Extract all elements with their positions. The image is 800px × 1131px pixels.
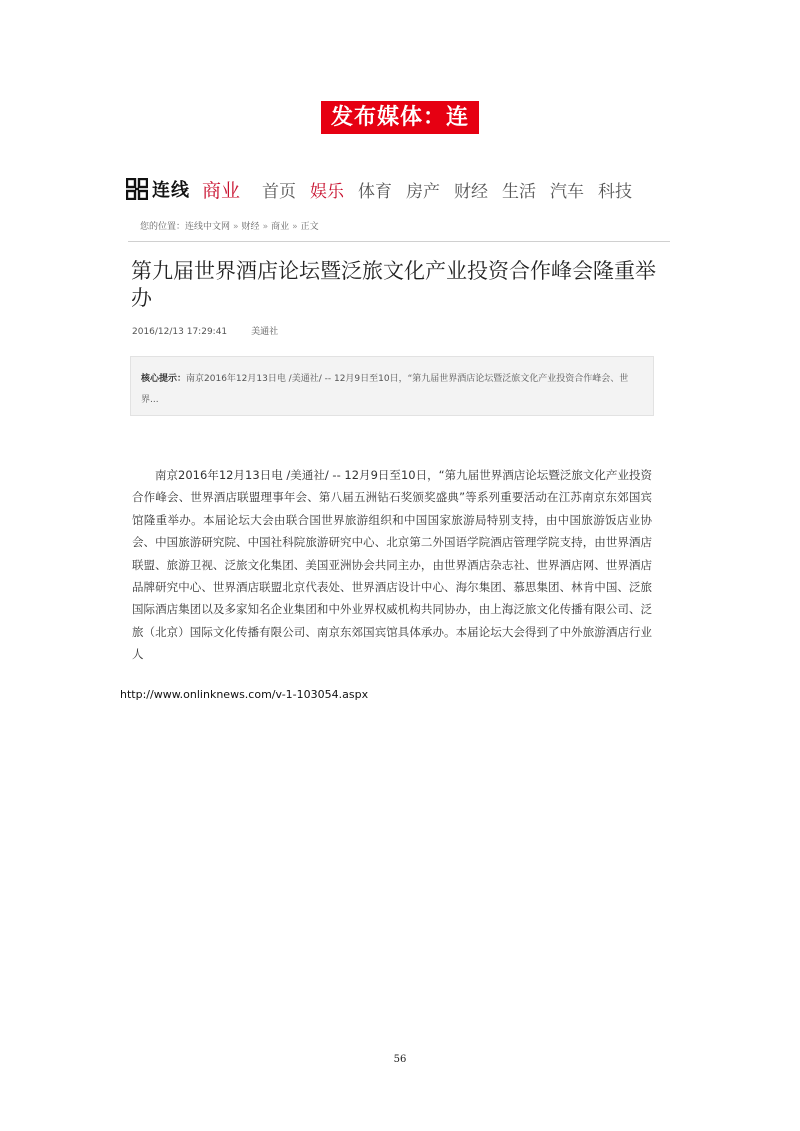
article-source: 美通社 (251, 327, 279, 337)
nav-item-realestate[interactable]: 房产 (406, 181, 441, 202)
summary-text: 南京2016年12月13日电 /美通社/ -- 12月9日至10日，“第九届世界酒店论坛暨泛旅文化产业投资合作峰会、世界... (141, 374, 629, 405)
breadcrumb-item-current: 正文 (300, 222, 319, 232)
breadcrumb-item-business[interactable]: 商业 (271, 222, 290, 232)
summary-label: 核心提示： (141, 374, 187, 384)
breadcrumb-separator: » (292, 222, 298, 232)
breadcrumb-item-finance[interactable]: 财经 (241, 222, 260, 232)
nav-item-home[interactable]: 首页 (262, 181, 297, 202)
nav-item-finance[interactable]: 财经 (454, 181, 489, 202)
article-body: 南京2016年12月13日电 /美通社/ -- 12月9日至10日，“第九届世界酒店论坛暨泛旅文化产业投资合作峰会、世界酒店联盟理事年会、第八届五洲钻石奖颁奖盛典”等系列重要活动在江苏南京东郊国宾馆隆重举办。本届论坛大会由联合国世界旅游组织和中国国家旅游局特别支持，由中国旅游饭店业协会、中国旅游研究院、中国社科院旅游研究中心、北京第二外国语学院酒店管理学院支持，由世界酒店联盟、旅游卫视、泛旅文化集团、美国亚洲协会共同主办，由世界酒店杂志社、世界酒店网、世界酒店品牌研究中心、世界酒店联盟北京代表处、世界酒店设计中心、海尔集团、慕思集团、林肯中国、泛旅国际酒店集团以及多家知名企业集团和中外业界权威机构共同协办，由上海泛旅文化传播有限公司、泛旅（北京）国际文化传播有限公司、南京东郊国宾馆具体承办。本届论坛大会得到了中外旅游酒店行业人 (132, 468, 652, 662)
nav-item-tech[interactable]: 科技 (598, 181, 633, 202)
site-logo[interactable] (126, 176, 190, 202)
summary-box (130, 356, 654, 416)
article-title: 第九届世界酒店论坛暨泛旅文化产业投资合作峰会隆重举办 (131, 259, 656, 310)
article-datetime: 2016/12/13 17:29:41 (132, 327, 228, 337)
site-nav (126, 174, 674, 204)
nav-item-entertainment[interactable]: 娱乐 (310, 181, 345, 202)
breadcrumb-prefix: 您的位置： (140, 222, 186, 232)
article-screenshot (126, 166, 674, 676)
logo-icon (126, 178, 148, 200)
breadcrumb-separator: » (233, 222, 239, 232)
nav-item-sports[interactable]: 体育 (358, 181, 393, 202)
nav-item-life[interactable]: 生活 (502, 181, 537, 202)
article-meta (132, 324, 278, 337)
logo-text: 连线 (152, 180, 190, 201)
nav-item-auto[interactable]: 汽车 (550, 181, 585, 202)
section-name[interactable]: 商业 (202, 179, 241, 202)
media-label: 发布媒体：连线 (321, 101, 479, 134)
page-number: 56 (393, 1054, 407, 1065)
breadcrumb-item-home[interactable]: 连线中文网 (185, 222, 231, 232)
breadcrumb-separator: » (262, 222, 269, 232)
breadcrumb (128, 212, 670, 242)
source-url: http://www.onlinknews.com/v-1-103054.aspx (120, 688, 369, 701)
